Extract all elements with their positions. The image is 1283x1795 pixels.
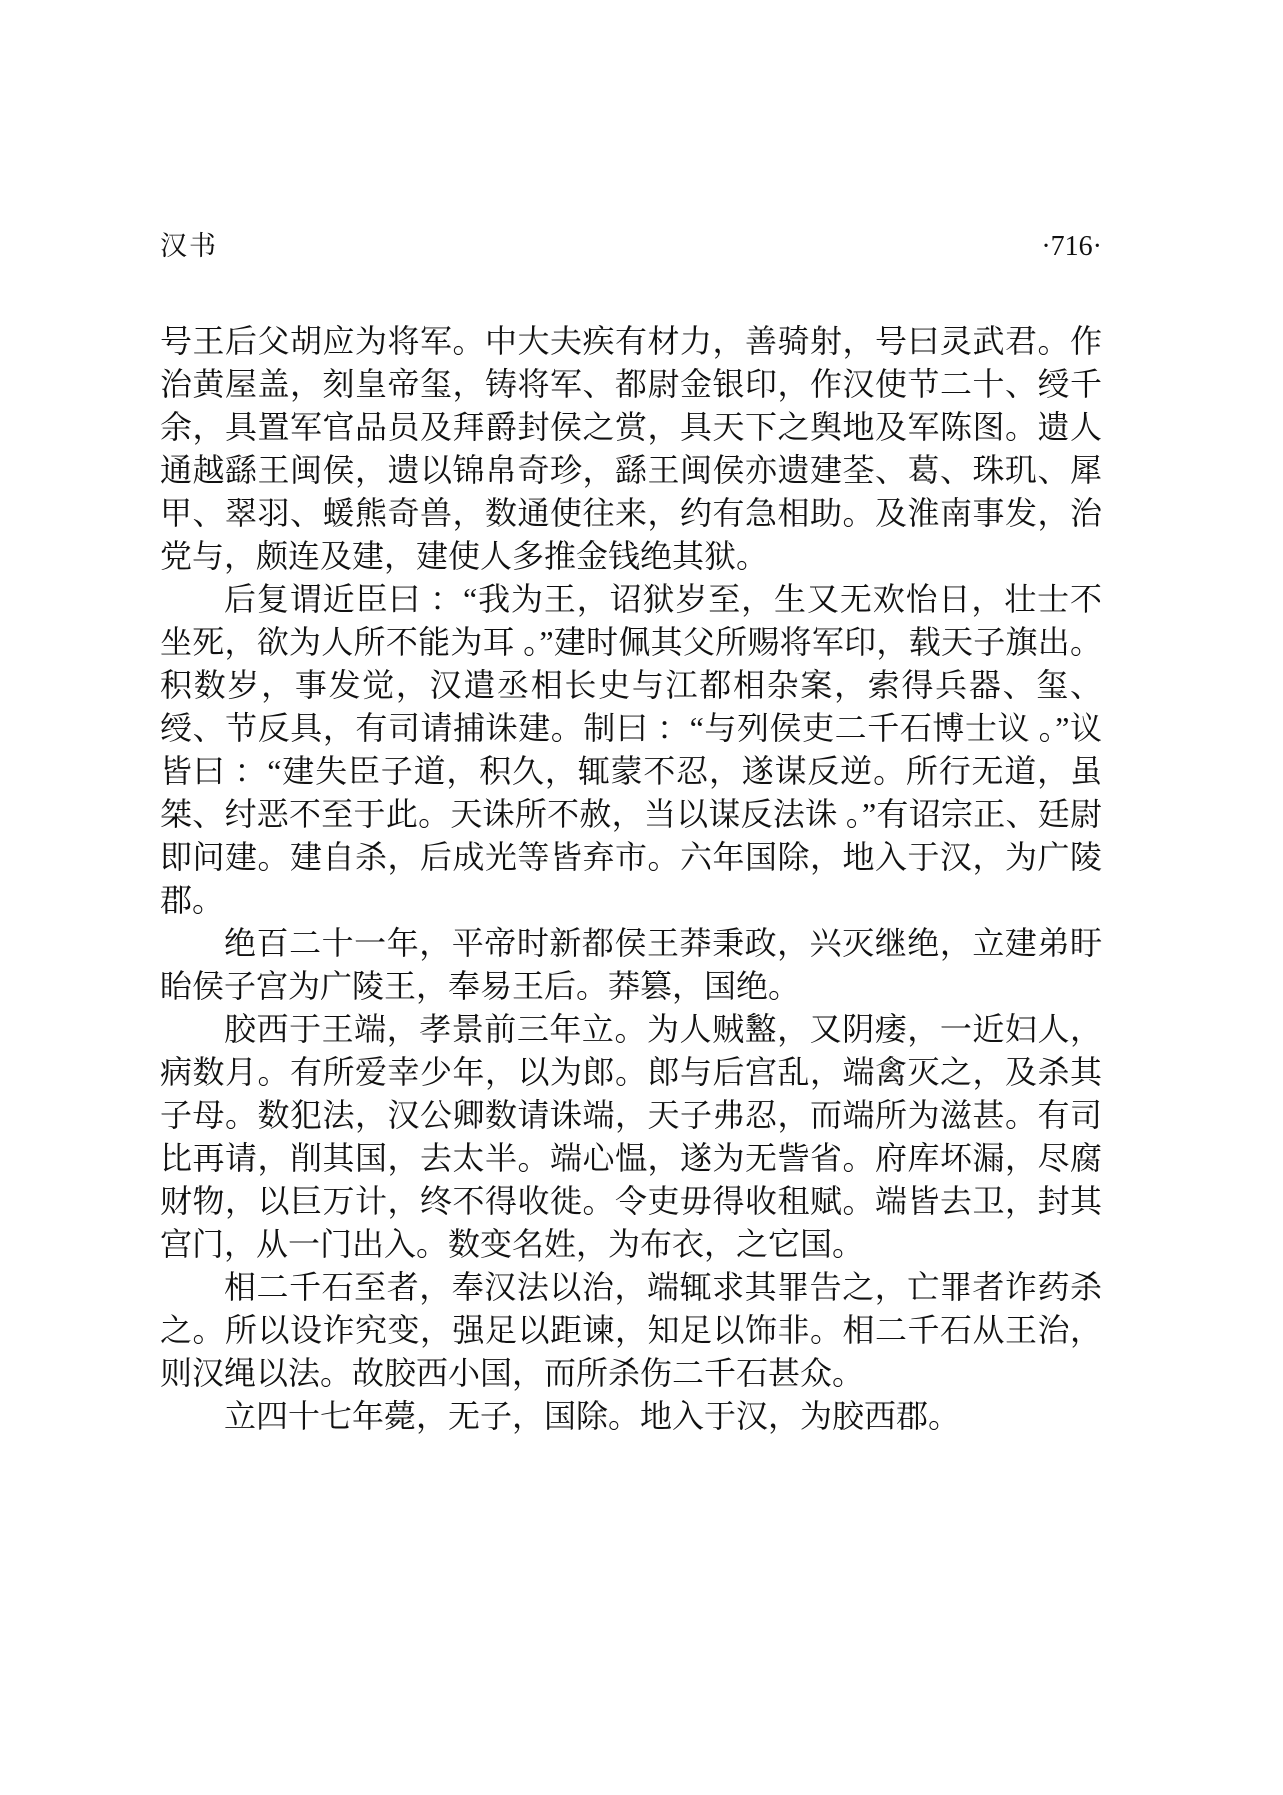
paragraph: 立四十七年薨，无子，国除。地入于汉，为胶西郡。 — [224, 1398, 961, 1434]
paragraph-continuation: 号王后父胡应为将军。中大夫疾有材力，善骑射，号曰灵武君。作治黄屋盖，刻皇帝玺，铸将军、都尉金银印，作汉使节二十、绶千余，具置军官品员及拜爵封侯之赏，具天下之舆地及军陈图。遗人通越繇王闽侯，遗以锦帛奇珍，繇王闽侯亦遗建荃、葛、珠玑、犀甲、翠羽、蝯熊奇兽，数通使往来，约有急相助。及淮南事发，治党与，颇连及建，建使人多推金钱绝其狱。 — [160, 323, 1102, 574]
page-number: ·716· — [1041, 231, 1102, 262]
paragraph: 绝百二十一年，平帝时新都侯王莽秉政，兴灭继绝，立建弟盱眙侯子宫为广陵王，奉易王后。莽篡，国绝。 — [160, 925, 1102, 1004]
book-title: 汉书 — [160, 231, 218, 261]
paragraph: 后复谓近臣曰 ：“我为王，诏狱岁至，生又无欢怡日，壮士不坐死，欲为人所不能为耳 。”建时佩其父所赐将军印，载天子旗出。积数岁，事发觉，汉遣丞相长史与江都相杂案，索得兵器、玺、绶、节反具，有司请捕诛建。制曰 ：“与列侯吏二千石博士议 。”议皆曰 ：“建失臣子道，积久，辄蒙不忍，遂谋反逆。所行无道，虽桀、纣恶不至于此。天诛所不赦，当以谋反法诛 。”有诏宗正、廷尉即问建。建自杀，后成光等皆弃市。六年国除，地入于汉，为广陵郡。 — [160, 581, 1102, 918]
paragraph: 相二千石至者，奉汉法以治，端辄求其罪告之，亡罪者诈药杀之。所以设诈究变，强足以距谏，知足以饰非。相二千石从王治，则汉绳以法。故胶西小国，而所杀伤二千石甚众。 — [160, 1269, 1102, 1391]
page-body — [160, 320, 1102, 1438]
page-header — [160, 228, 1102, 265]
paragraph: 胶西于王端，孝景前三年立。为人贼盭，又阴痿，一近妇人，病数月。有所爱幸少年，以为郎。郎与后宫乱，端禽灭之，及杀其子母。数犯法，汉公卿数请诛端，天子弗忍，而端所为滋甚。有司比再请，削其国，去太半。端心愠，遂为无訾省。府库坏漏，尽腐财物，以巨万计，终不得收徙。令吏毋得收租赋。端皆去卫，封其宫门，从一门出入。数变名姓，为布衣，之它国。 — [160, 1011, 1102, 1262]
